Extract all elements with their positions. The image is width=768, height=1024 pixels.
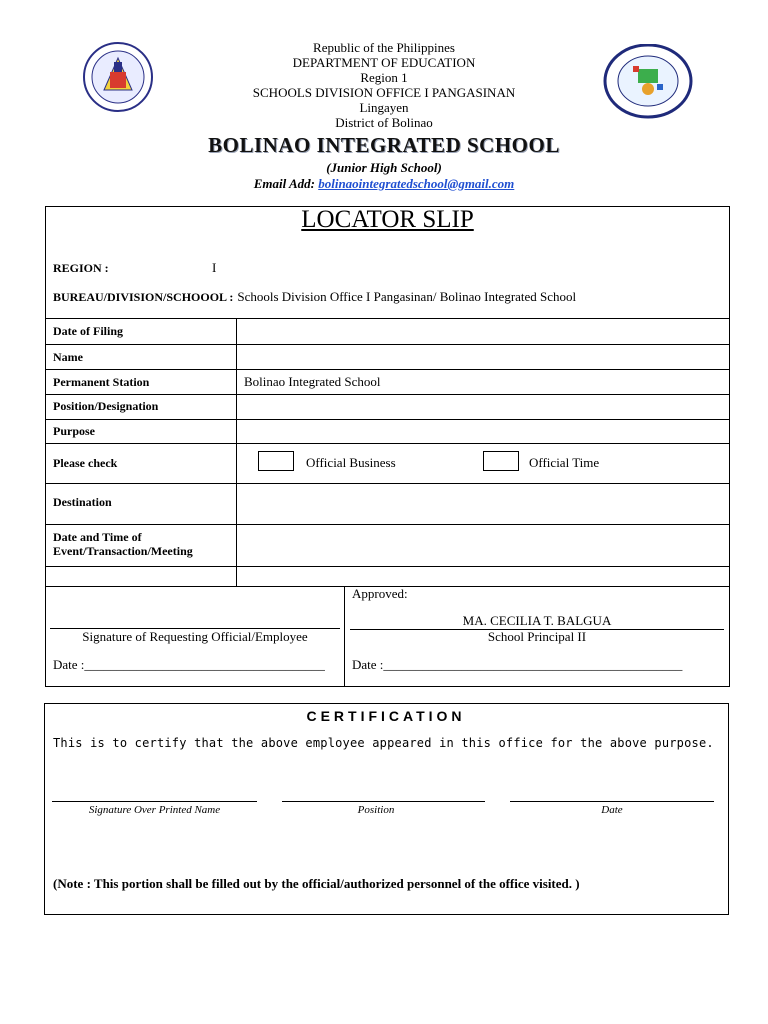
header-deped: DEPARTMENT OF EDUCATION <box>292 55 476 70</box>
label-date-of-filing: Date of Filing <box>53 324 123 338</box>
school-name: BOLINAO INTEGRATED SCHOOL <box>208 133 560 157</box>
cert-signature-caption: Signature Over Printed Name <box>88 804 221 816</box>
label-please-check: Please check <box>53 456 118 470</box>
header-lingayen: Lingayen <box>359 100 409 115</box>
label-date-time-1: Date and Time of <box>53 530 142 544</box>
school-subtitle: (Junior High School) <box>326 160 442 175</box>
header-region: Region 1 <box>360 70 408 85</box>
email-link[interactable]: bolinaointegratedschool@gmail.com <box>318 176 515 191</box>
email-label: Email Add: <box>253 176 315 191</box>
position-field[interactable] <box>237 395 729 419</box>
label-date-time-2: Event/Transaction/Meeting <box>53 544 193 558</box>
date-left[interactable]: Date :_____________________________________ <box>53 657 325 672</box>
date-right[interactable]: Date :______________________________________________ <box>352 657 683 672</box>
approved-label: Approved: <box>352 586 408 601</box>
date-of-filing-field[interactable] <box>237 319 729 344</box>
principal-name: MA. CECILIA T. BALGUA <box>462 613 612 628</box>
label-purpose: Purpose <box>53 424 95 438</box>
date-time-field[interactable] <box>237 525 729 566</box>
label-name: Name <box>53 350 83 364</box>
purpose-field[interactable] <box>237 420 729 443</box>
official-time-checkbox[interactable] <box>483 451 519 471</box>
header-division: SCHOOLS DIVISION OFFICE I PANGASINAN <box>252 85 516 100</box>
label-destination: Destination <box>53 495 112 509</box>
principal-title: School Principal II <box>487 629 587 644</box>
header-republic: Republic of the Philippines <box>313 40 455 55</box>
bureau-label: BUREAU/DIVISION/SCHOOOL : <box>53 290 234 304</box>
bureau-line <box>53 288 576 306</box>
label-position: Position/Designation <box>53 399 159 413</box>
region-value: I <box>212 260 217 275</box>
certification-note: (Note : This portion shall be filled out by the official/authorized personnel of the office visited. ) <box>53 876 580 891</box>
bureau-value: Schools Division Office I Pangasinan/ Bolinao Integrated School <box>237 289 577 304</box>
form-title: LOCATOR SLIP <box>301 206 474 233</box>
label-permanent-station: Permanent Station <box>53 375 150 389</box>
cert-position-caption: Position <box>357 804 395 816</box>
header-district: District of Bolinao <box>335 115 433 130</box>
cert-date-caption: Date <box>601 804 623 816</box>
cert-position-line[interactable] <box>282 801 485 802</box>
cert-signature-line[interactable] <box>52 801 257 802</box>
requesting-signature-caption: Signature of Requesting Official/Employee <box>82 629 308 644</box>
cert-date-line[interactable] <box>510 801 714 802</box>
certification-text: This is to certify that the above employee appeared in this office for the above purpose. <box>53 736 714 750</box>
certification-title: CERTIFICATION <box>306 708 466 724</box>
official-time-label: Official Time <box>529 455 600 470</box>
official-business-checkbox[interactable] <box>258 451 294 471</box>
name-field[interactable] <box>237 345 729 369</box>
destination-field[interactable] <box>237 484 729 524</box>
email-line <box>0 176 768 191</box>
permanent-station-value[interactable]: Bolinao Integrated School <box>244 374 381 389</box>
region-label: REGION : <box>53 261 109 275</box>
official-business-label: Official Business <box>306 455 396 470</box>
